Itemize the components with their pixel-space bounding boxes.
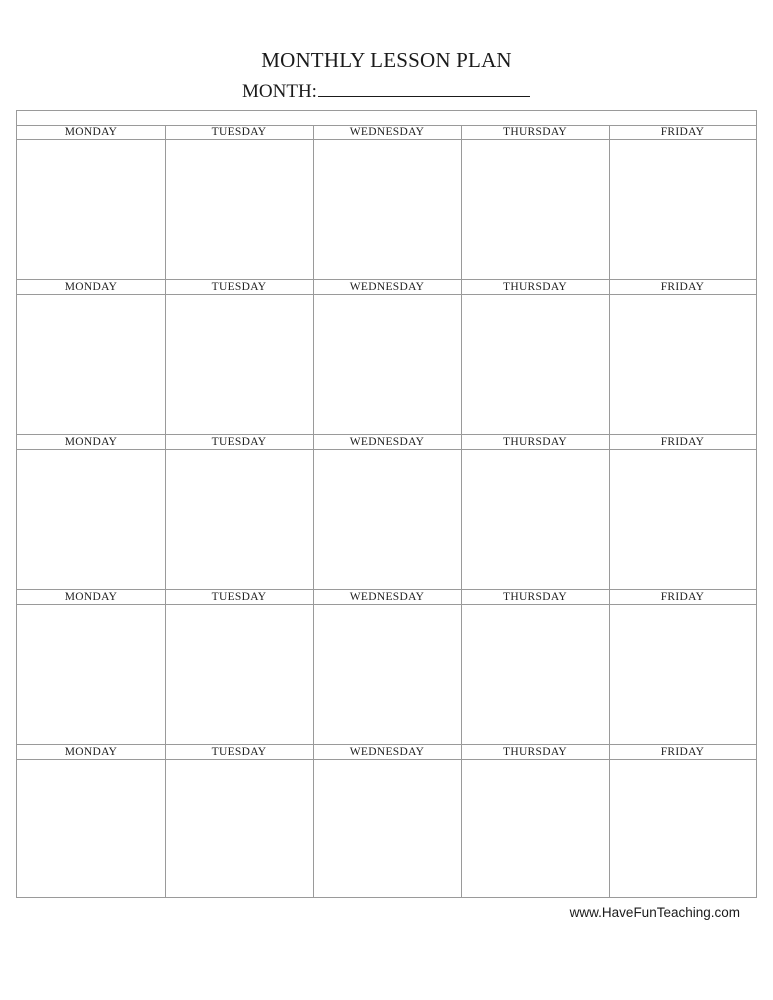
column-divider [165, 589, 166, 745]
column-divider [165, 744, 166, 897]
lesson-cell[interactable] [165, 760, 313, 897]
lesson-cell[interactable] [165, 140, 313, 280]
lesson-cell[interactable] [17, 605, 165, 745]
week-row-1 [17, 125, 756, 280]
day-label-monday: MONDAY [64, 281, 118, 293]
column-divider [461, 279, 462, 435]
column-divider [609, 589, 610, 745]
day-label-wednesday: WEDNESDAY [349, 126, 425, 138]
day-label-friday: FRIDAY [660, 746, 705, 758]
lesson-cell[interactable] [461, 760, 609, 897]
day-label-thursday: THURSDAY [503, 591, 567, 603]
week-row-4 [17, 590, 756, 745]
day-label-thursday: THURSDAY [503, 746, 567, 758]
lesson-cell[interactable] [609, 140, 756, 280]
column-divider [165, 279, 166, 435]
day-label-tuesday: TUESDAY [211, 746, 267, 758]
page-title: MONTHLY LESSON PLAN [261, 48, 512, 72]
day-label-friday: FRIDAY [660, 126, 705, 138]
column-divider [461, 744, 462, 897]
day-label-friday: FRIDAY [660, 281, 705, 293]
column-divider [313, 744, 314, 897]
lesson-cell[interactable] [165, 605, 313, 745]
column-divider [313, 279, 314, 435]
day-label-thursday: THURSDAY [503, 436, 567, 448]
column-divider [313, 589, 314, 745]
week-row-3 [17, 435, 756, 590]
day-label-wednesday: WEDNESDAY [349, 591, 425, 603]
day-label-wednesday: WEDNESDAY [349, 436, 425, 448]
day-label-monday: MONDAY [64, 746, 118, 758]
lesson-cell[interactable] [313, 295, 461, 435]
day-label-tuesday: TUESDAY [211, 126, 267, 138]
lesson-cell[interactable] [313, 760, 461, 897]
lesson-cell[interactable] [17, 295, 165, 435]
column-divider [609, 434, 610, 590]
day-label-tuesday: TUESDAY [211, 436, 267, 448]
lesson-cell[interactable] [461, 450, 609, 590]
lesson-cell[interactable] [313, 140, 461, 280]
column-divider [609, 279, 610, 435]
column-divider [461, 125, 462, 280]
lesson-cell[interactable] [17, 450, 165, 590]
month-field[interactable] [242, 78, 530, 104]
lesson-cell[interactable] [313, 450, 461, 590]
day-label-monday: MONDAY [64, 436, 118, 448]
footer-website: www.HaveFunTeaching.com [569, 905, 740, 920]
lesson-cell[interactable] [165, 450, 313, 590]
column-divider [165, 434, 166, 590]
day-label-monday: MONDAY [64, 591, 118, 603]
lesson-cell[interactable] [17, 760, 165, 897]
lesson-cell[interactable] [609, 295, 756, 435]
month-label: MONTH: [242, 81, 317, 102]
column-divider [609, 744, 610, 897]
month-blank-line[interactable] [318, 78, 530, 97]
day-label-tuesday: TUESDAY [211, 591, 267, 603]
day-label-friday: FRIDAY [660, 436, 705, 448]
day-label-wednesday: WEDNESDAY [349, 281, 425, 293]
lesson-cell[interactable] [609, 450, 756, 590]
lesson-cell[interactable] [461, 605, 609, 745]
day-label-monday: MONDAY [64, 126, 118, 138]
day-label-wednesday: WEDNESDAY [349, 746, 425, 758]
lesson-cell[interactable] [461, 140, 609, 280]
column-divider [609, 125, 610, 280]
day-label-thursday: THURSDAY [503, 126, 567, 138]
column-divider [461, 434, 462, 590]
lesson-cell[interactable] [609, 605, 756, 745]
lesson-cell[interactable] [17, 140, 165, 280]
grid-top-strip [17, 111, 756, 126]
column-divider [313, 125, 314, 280]
day-label-thursday: THURSDAY [503, 281, 567, 293]
lesson-cell[interactable] [165, 295, 313, 435]
lesson-cell[interactable] [313, 605, 461, 745]
column-divider [165, 125, 166, 280]
column-divider [461, 589, 462, 745]
lesson-cell[interactable] [461, 295, 609, 435]
week-row-2 [17, 280, 756, 435]
day-label-tuesday: TUESDAY [211, 281, 267, 293]
week-row-5 [17, 745, 756, 897]
column-divider [313, 434, 314, 590]
lesson-plan-grid [16, 110, 757, 898]
lesson-cell[interactable] [609, 760, 756, 897]
day-label-friday: FRIDAY [660, 591, 705, 603]
